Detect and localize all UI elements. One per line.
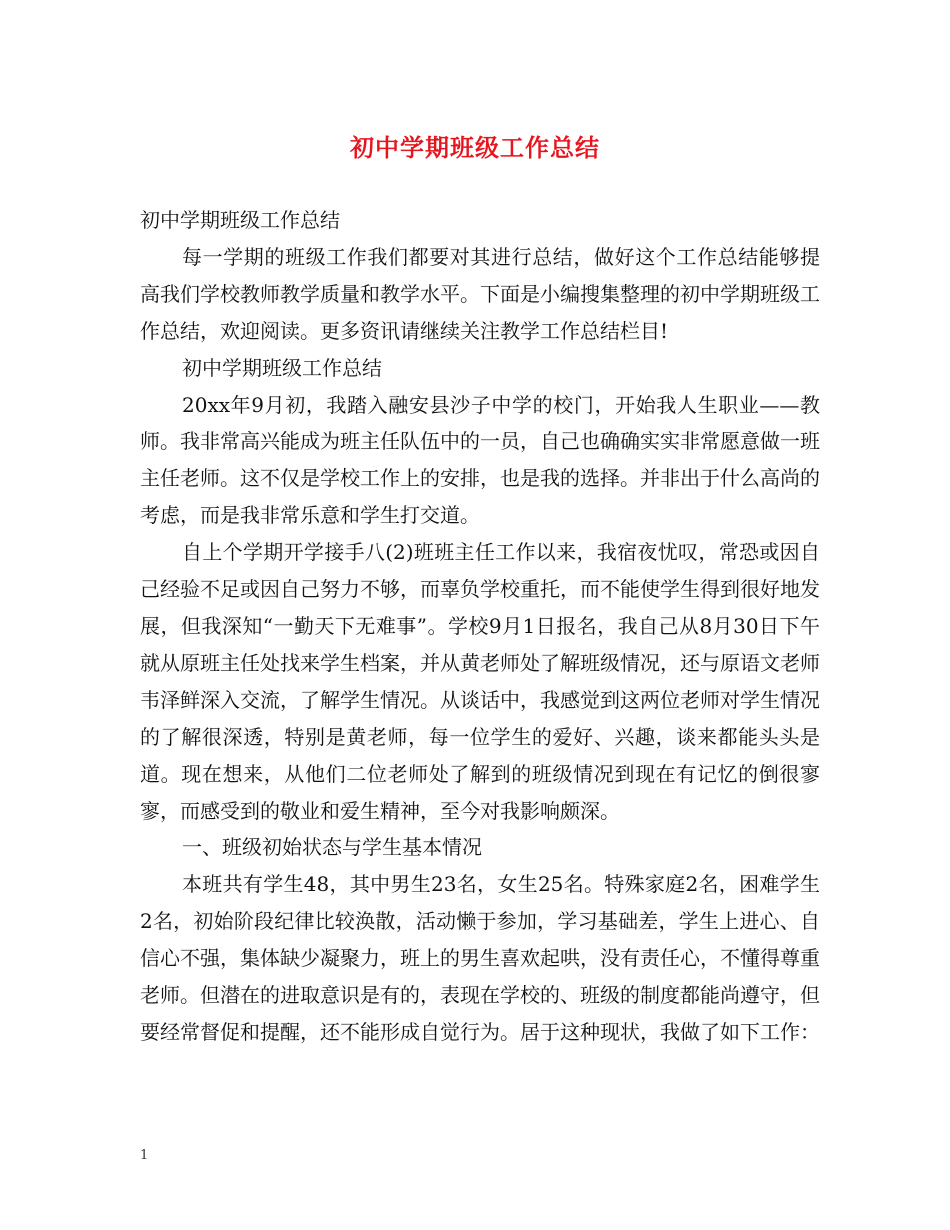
paragraph-start: 20xx年9月初，我踏入融安县沙子中学的校门，开始我人生职业——教师。我非常高兴能成为班主任队伍中的一员，自己也确确实实非常愿意做一班主任老师。这不仅是学校工作上的安排，也是我的选择。并非出于什么高尚的考虑，而是我非常乐意和学生打交道。	[140, 392, 820, 528]
page-number: 1	[140, 1148, 149, 1163]
paragraph-class-status: 本班共有学生48，其中男生23名，女生25名。特殊家庭2名，困难学生2名，初始阶段纪律比较涣散，活动懒于参加，学习基础差，学生上进心、自信心不强，集体缺少凝聚力，班上的男生喜欢起哄，没有责任心，不懂得尊重老师。但潜在的进取意识是有的，表现在学校的、班级的制度都能尚遵守，但要经常督促和提醒，还不能形成自觉行为。居于这种现状，我做了如下工作：	[140, 872, 820, 1044]
paragraph-takeover: 自上个学期开学接手八(2)班班主任工作以来，我宿夜忧叹，常恐或因自己经验不足或因自己努力不够，而辜负学校重托，而不能使学生得到很好地发展，但我深知“一勤天下无难事”。学校9月1日报名，我自己从8月30日下午就从原班主任处找来学生档案，并从黄老师处了解班级情况，还与原语文老师韦泽鲜深入交流，了解学生情况。从谈话中，我感觉到这两位老师对学生情况的了解很深透，特别是黄老师，每一位学生的爱好、兴趣，谈来都能头头是道。现在想来，从他们二位老师处了解到的班级情况到现在有记忆的倒很寥寥，而感受到的敬业和爱生精神，至今对我影响颇深。	[140, 540, 820, 823]
paragraph-heading: 初中学期班级工作总结	[140, 208, 340, 232]
document-body	[140, 202, 820, 1051]
document-title: 初中学期班级工作总结	[350, 133, 600, 162]
paragraph-subheading: 初中学期班级工作总结	[182, 355, 382, 380]
section-heading: 一、班级初始状态与学生基本情况	[182, 835, 482, 860]
paragraph-intro: 每一学期的班级工作我们都要对其进行总结，做好这个工作总结能够提高我们学校教师教学质量和教学水平。下面是小编搜集整理的初中学期班级工作总结，欢迎阅读。更多资讯请继续关注教学工作总结栏目!	[140, 244, 820, 343]
